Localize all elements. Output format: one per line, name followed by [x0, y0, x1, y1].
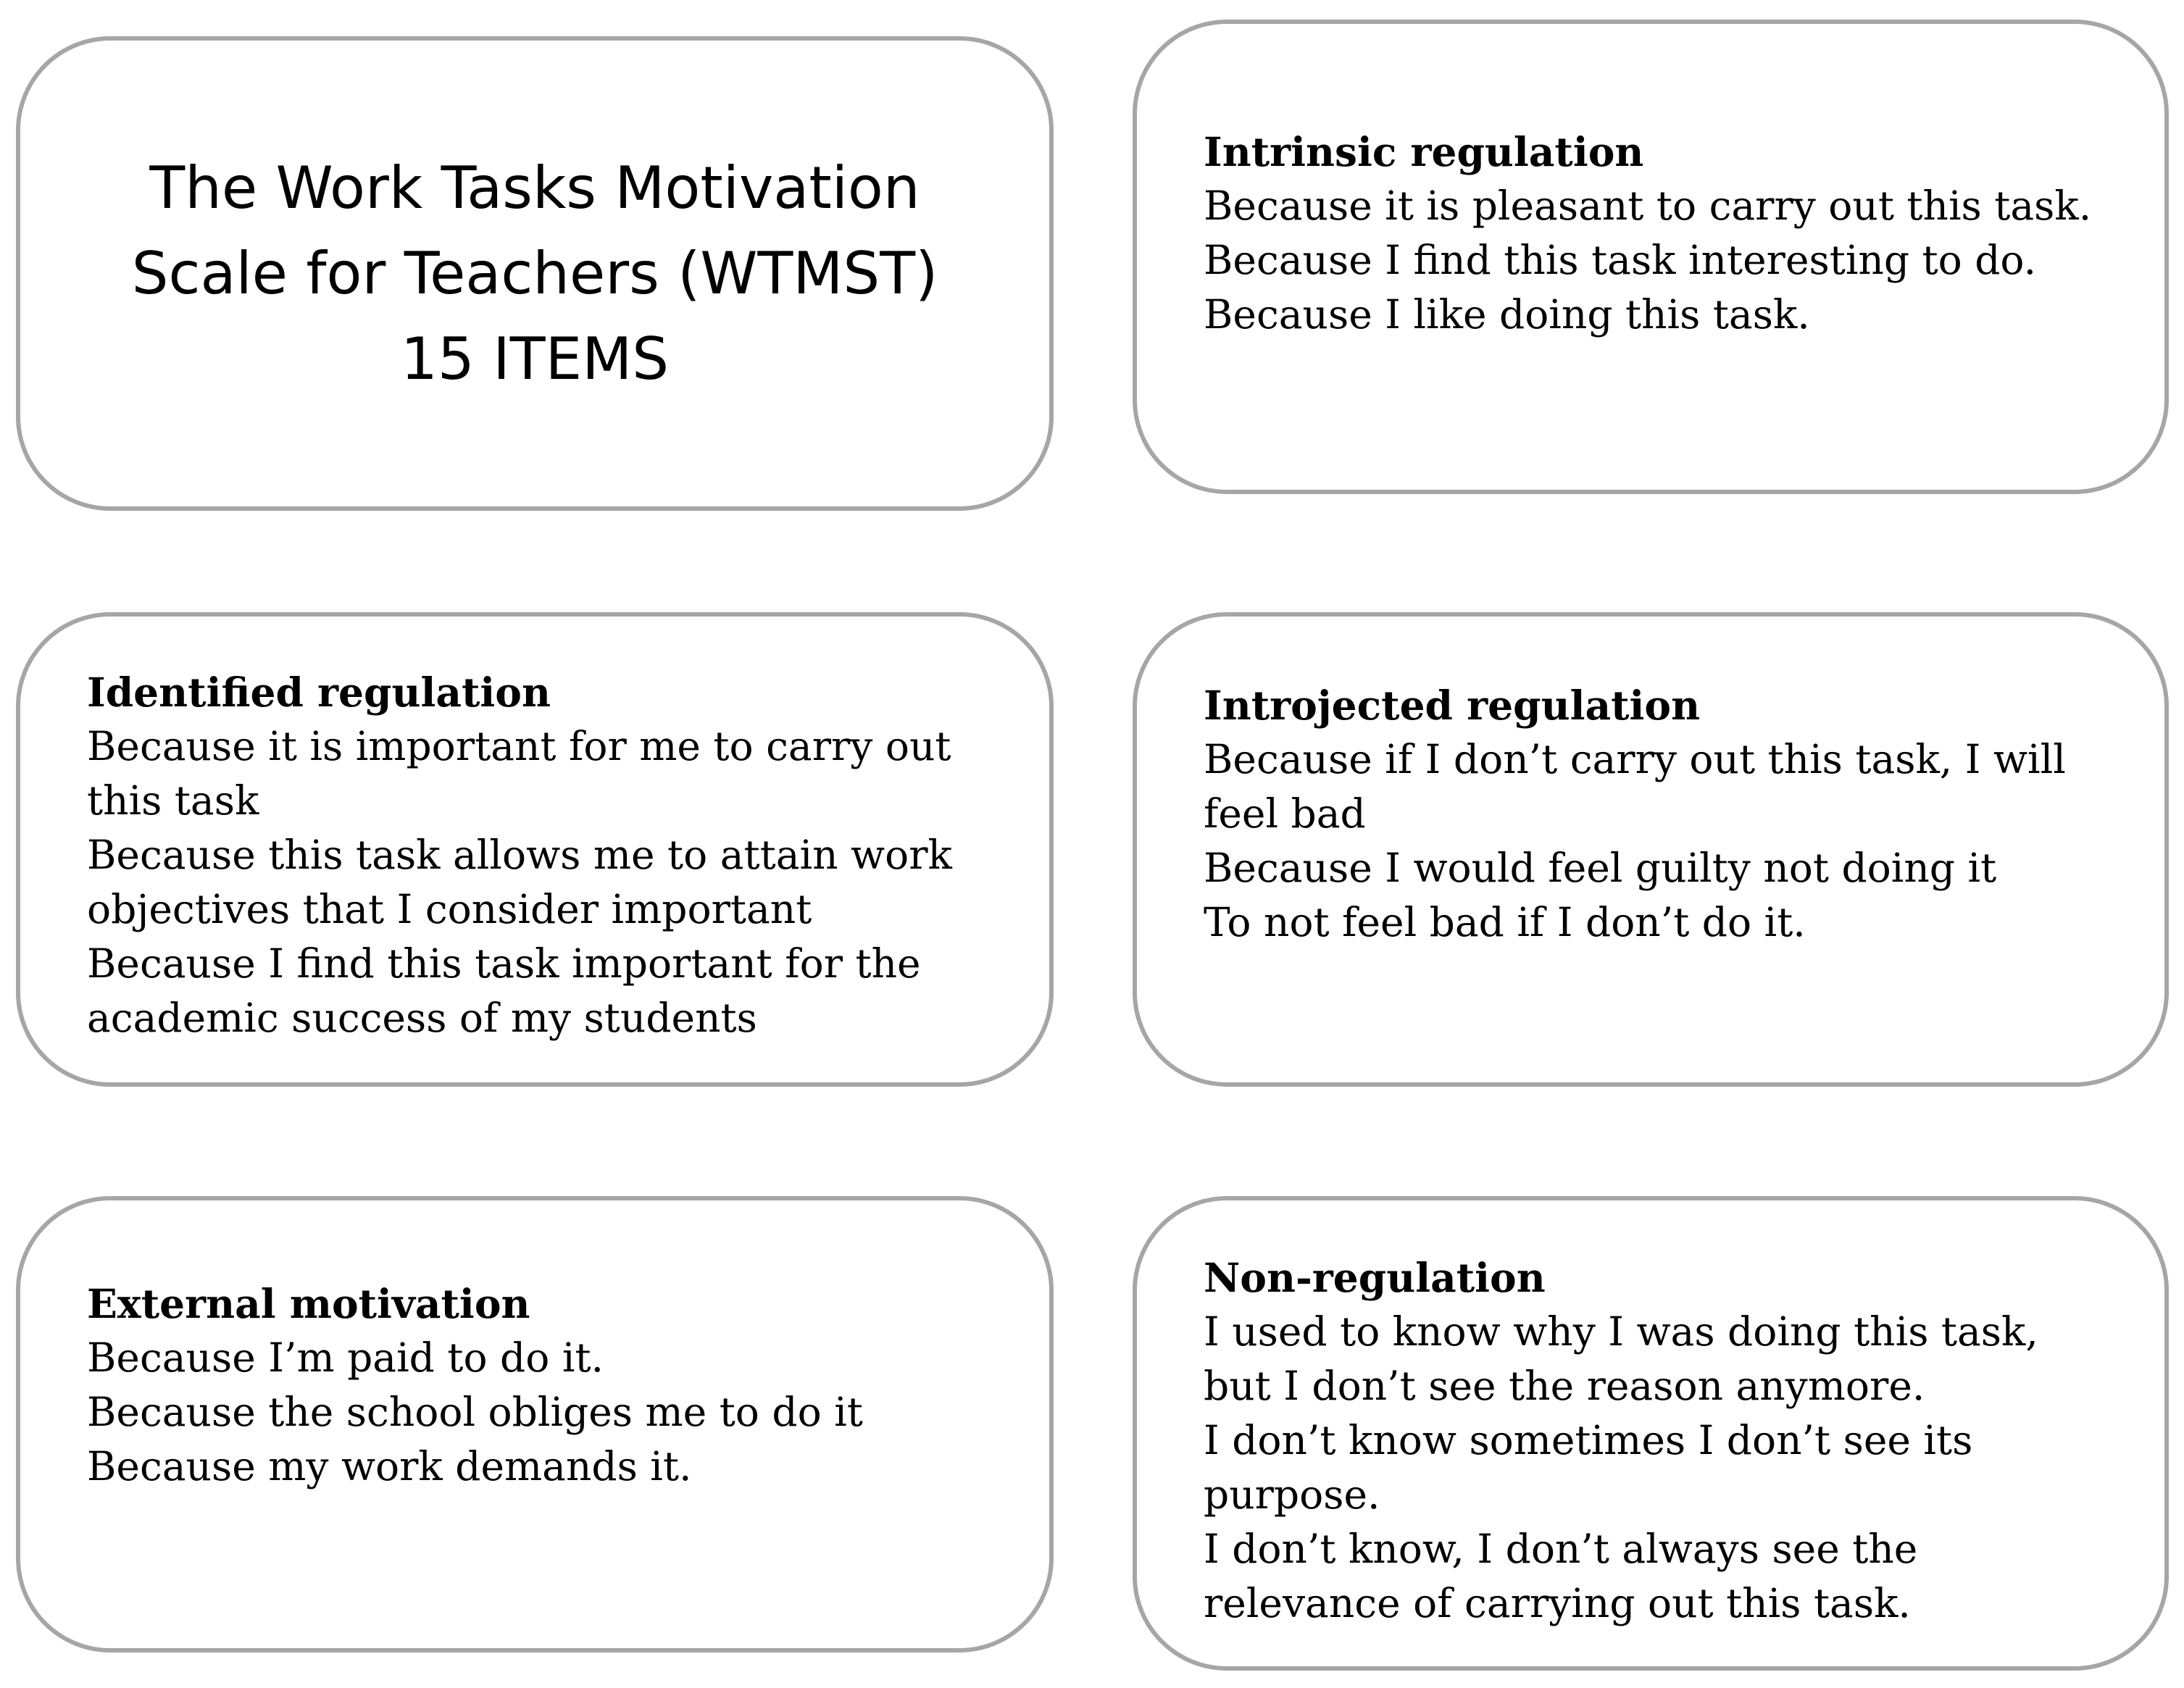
identified-item-line-2: this task — [87, 777, 259, 824]
intrinsic-regulation-box — [1133, 20, 2169, 494]
non-regulation-item-line-4: purpose. — [1204, 1471, 1380, 1518]
intrinsic-item-3: Because I like doing this task. — [1204, 291, 1810, 338]
identified-item-line-3: Because this task allows me to attain work — [87, 832, 952, 878]
identified-regulation-box — [16, 612, 1054, 1087]
non-regulation-box — [1133, 1196, 2169, 1671]
non-regulation-item-line-3: I don’t know sometimes I don’t see its — [1204, 1417, 1973, 1463]
non-regulation-item-line-2: but I don’t see the reason anymore. — [1204, 1363, 1925, 1409]
intrinsic-regulation-heading: Intrinsic regulation — [1204, 128, 1644, 175]
title-line-3: 15 ITEMS — [400, 325, 670, 393]
title-line-1: The Work Tasks Motivation — [149, 154, 920, 222]
scale-title — [132, 146, 938, 402]
intrinsic-item-2: Because I find this task interesting to do. — [1204, 237, 2037, 283]
identified-regulation-heading: Identified regulation — [87, 669, 551, 716]
external-motivation-heading: External motivation — [87, 1280, 530, 1327]
introjected-regulation-heading: Introjected regulation — [1204, 682, 1701, 729]
identified-item-line-6: academic success of my students — [87, 995, 757, 1041]
title-line-2: Scale for Teachers (WTMST) — [131, 239, 938, 307]
external-item-1: Because I’m paid to do it. — [87, 1334, 604, 1381]
introjected-item-line-1: Because if I don’t carry out this task, I will — [1204, 736, 2066, 782]
intrinsic-item-1: Because it is pleasant to carry out this task. — [1204, 183, 2092, 229]
identified-item-line-1: Because it is important for me to carry out — [87, 723, 951, 769]
introjected-item-line-3: Because I would feel guilty not doing it — [1204, 845, 1997, 891]
identified-item-line-5: Because I find this task important for the — [87, 940, 921, 987]
identified-item-line-4: objectives that I consider important — [87, 886, 812, 932]
non-regulation-item-line-6: relevance of carrying out this task. — [1204, 1580, 1911, 1626]
non-regulation-item-line-5: I don’t know, I don’t always see the — [1204, 1526, 1918, 1572]
title-box — [16, 36, 1054, 511]
non-regulation-item-line-1: I used to know why I was doing this task, — [1204, 1308, 2038, 1355]
external-item-3: Because my work demands it. — [87, 1443, 692, 1489]
external-motivation-box — [16, 1196, 1054, 1653]
external-item-2: Because the school obliges me to do it — [87, 1389, 863, 1435]
introjected-item-line-2: feel bad — [1204, 790, 1366, 837]
introjected-item-line-4: To not feel bad if I don’t do it. — [1204, 899, 1806, 945]
introjected-regulation-box — [1133, 612, 2169, 1087]
non-regulation-heading: Non-regulation — [1204, 1254, 1546, 1301]
